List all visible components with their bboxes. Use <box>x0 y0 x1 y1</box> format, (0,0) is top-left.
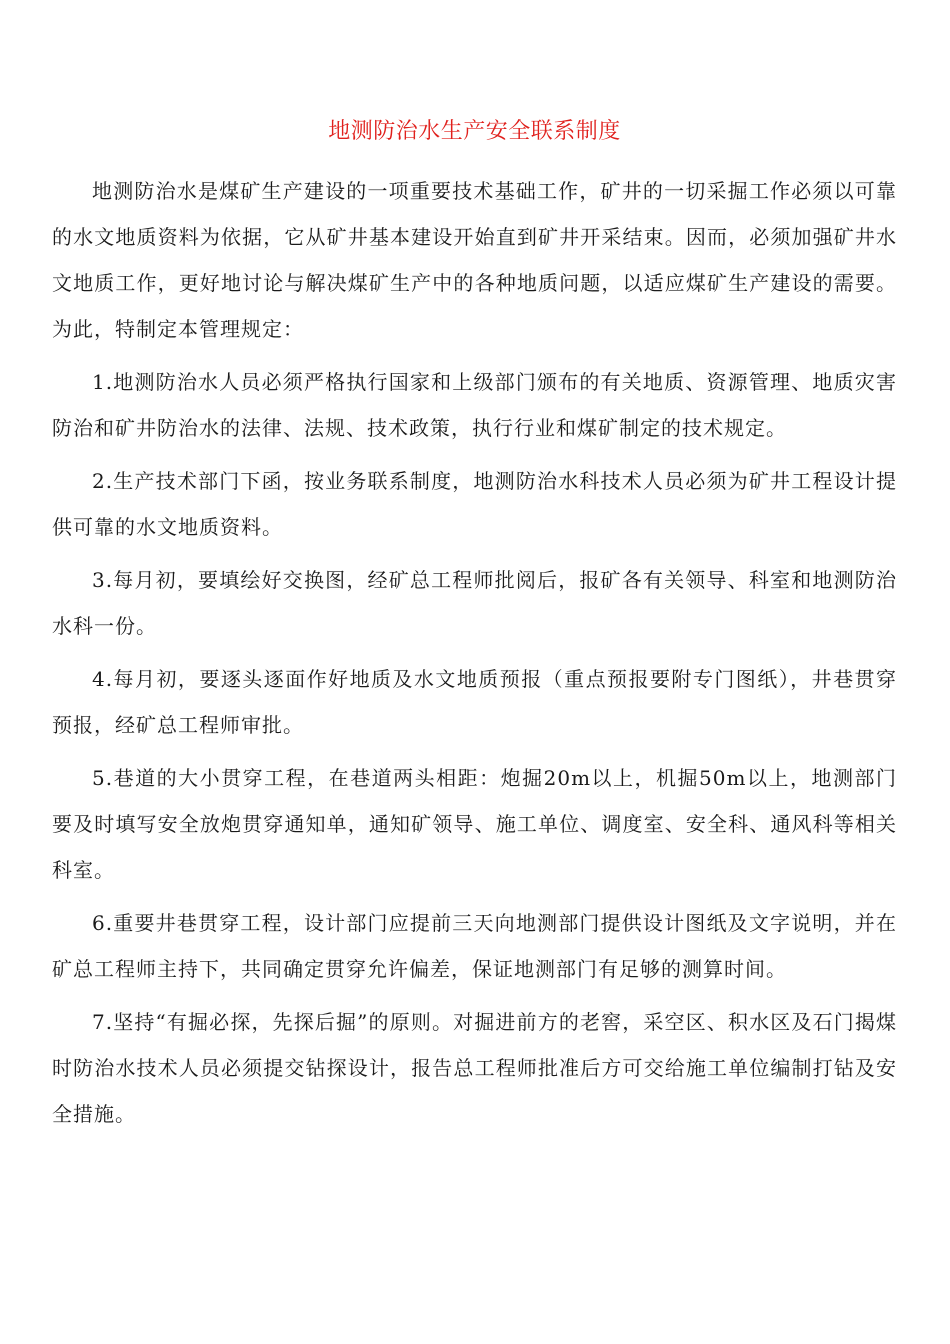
rule-paragraph-1: 1.地测防治水人员必须严格执行国家和上级部门颁布的有关地质、资源管理、地质灾害防治和矿井防治水的法律、法规、技术政策，执行行业和煤矿制定的技术规定。 <box>52 370 897 440</box>
rule-paragraph-2: 2.生产技术部门下函，按业务联系制度，地测防治水科技术人员必须为矿井工程设计提供可靠的水文地质资料。 <box>52 469 897 539</box>
rule-paragraph-4: 4.每月初，要逐头逐面作好地质及水文地质预报（重点预报要附专门图纸），井巷贯穿预报，经矿总工程师审批。 <box>52 667 897 737</box>
rule-paragraph-7: 7.坚持“有掘必探，先探后掘”的原则。对掘进前方的老窖，采空区、积水区及石门揭煤时防治水技术人员必须提交钻探设计，报告总工程师批准后方可交给施工单位编制打钻及安全措施。 <box>52 1010 897 1126</box>
document-title: 地测防治水生产安全联系制度 <box>328 119 621 144</box>
intro-paragraph: 地测防治水是煤矿生产建设的一项重要技术基础工作，矿井的一切采掘工作必须以可靠的水文地质资料为依据，它从矿井基本建设开始直到矿井开采结束。因而，必须加强矿井水文地质工作，更好地讨论与解决煤矿生产中的各种地质问题，以适应煤矿生产建设的需要。为此，特制定本管理规定： <box>52 179 897 341</box>
document-page <box>52 110 897 1144</box>
rule-paragraph-5: 5.巷道的大小贯穿工程，在巷道两头相距：炮掘20m以上，机掘50m以上，地测部门要及时填写安全放炮贯穿通知单，通知矿领导、施工单位、调度室、安全科、通风科等相关科室。 <box>52 766 897 882</box>
rule-paragraph-6: 6.重要井巷贯穿工程，设计部门应提前三天向地测部门提供设计图纸及文字说明，并在矿总工程师主持下，共同确定贯穿允许偏差，保证地测部门有足够的测算时间。 <box>52 911 897 981</box>
rule-paragraph-3: 3.每月初，要填绘好交换图，经矿总工程师批阅后，报矿各有关领导、科室和地测防治水科一份。 <box>52 568 897 638</box>
